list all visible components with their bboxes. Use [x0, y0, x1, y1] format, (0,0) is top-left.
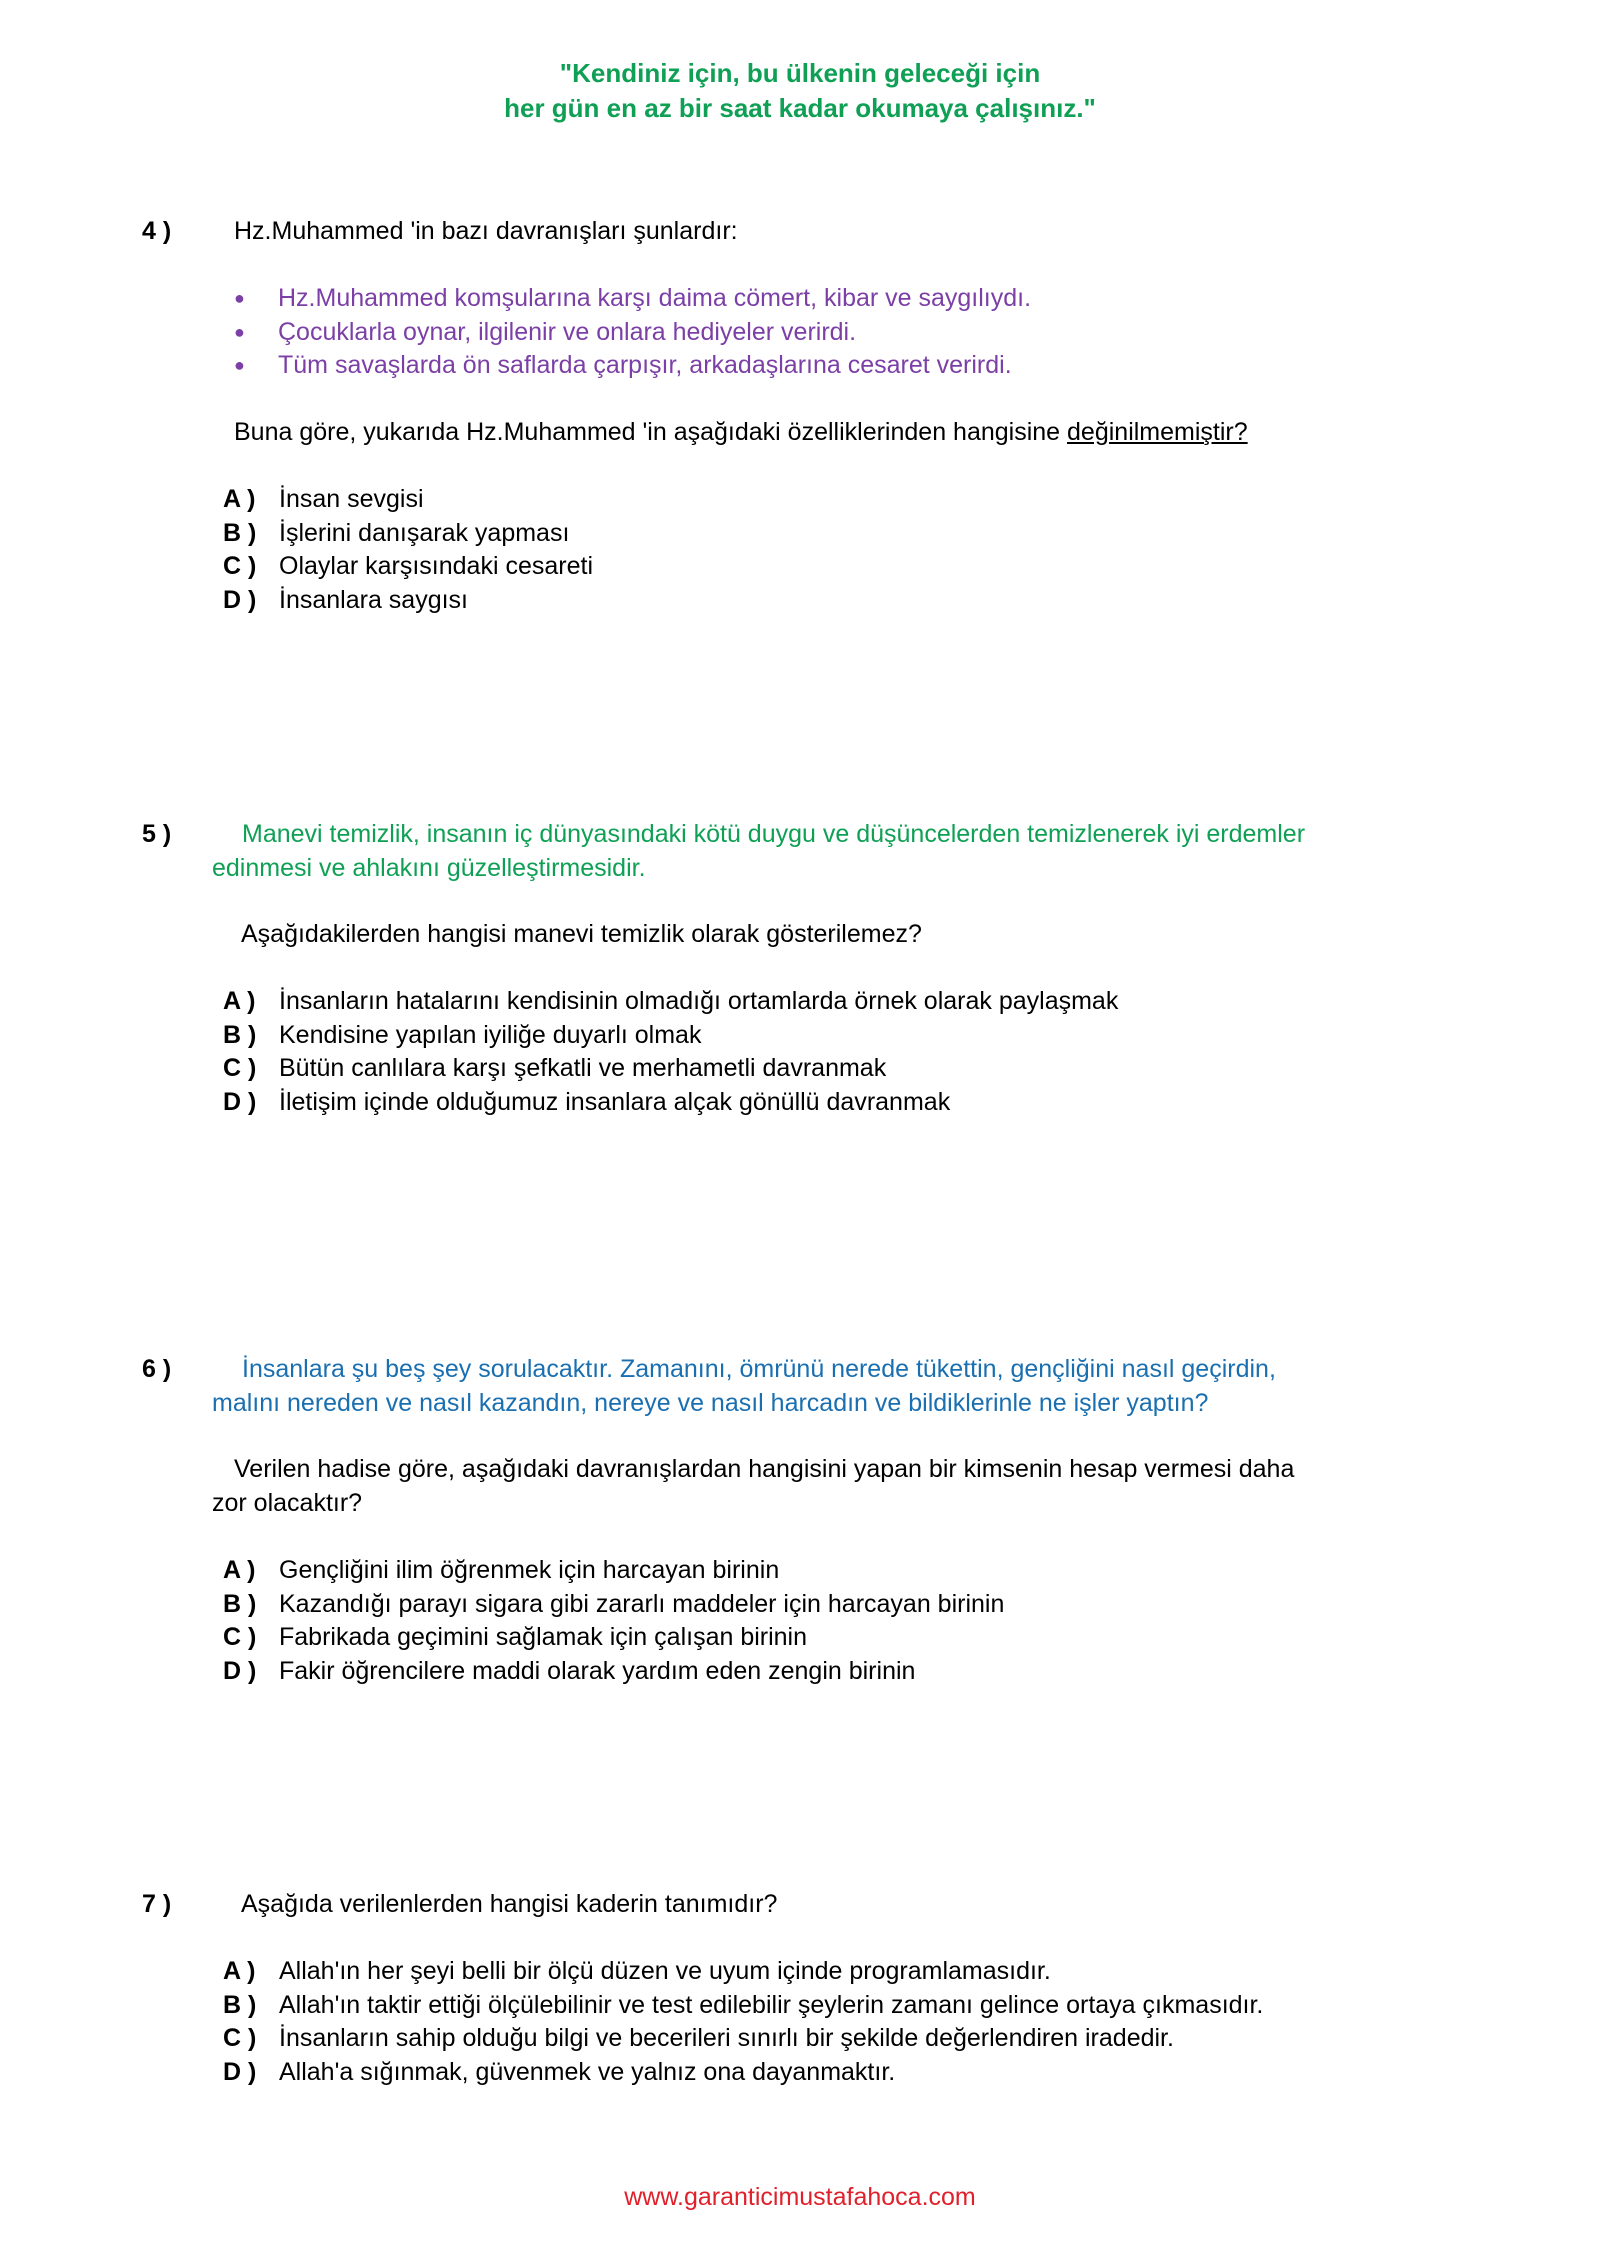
option-a[interactable]: A ) İnsan sevgisi — [223, 485, 424, 513]
option-c[interactable]: C ) Fabrikada geçimini sağlamak için çalışan birinin — [223, 1623, 808, 1651]
option-a[interactable]: A ) Gençliğini ilim öğrenmek için harcayan birinin — [223, 1556, 780, 1584]
answer-options — [223, 483, 593, 617]
option-b[interactable]: B ) İşlerini danışarak yapması — [223, 518, 570, 547]
question-number: 7 ) — [142, 1890, 172, 1918]
option-b[interactable]: B ) Kendisine yapılan iyiliğe duyarlı olmak — [223, 1020, 702, 1049]
question-stem: Manevi temizlik, insanın iç dünyasındaki kötü duygu ve düşüncelerden temizlenerek iyi erdemler edinmesi ve ahlakını güzelleştirmesidir. — [212, 820, 1306, 882]
bullet-dot-icon: ● — [234, 288, 245, 308]
option-d[interactable]: D ) İnsanlara saygısı — [223, 585, 468, 614]
option-c[interactable]: C ) İnsanların sahip olduğu bilgi ve becerileri sınırlı bir şekilde değerlendiren iradedir. — [223, 2024, 1174, 2052]
option-b[interactable]: B ) Allah'ın taktir ettiği ölçülebilinir ve test edilebilir şeylerin zamanı gelince ortaya çıkmasıdır. — [223, 1990, 1264, 2019]
answer-options — [223, 1554, 1004, 1688]
underlined-keyword: değinilmemiştir? — [1067, 418, 1248, 446]
option-b[interactable]: B ) Kazandığı parayı sigara gibi zararlı maddeler için harcayan birinin — [223, 1589, 1005, 1618]
question-number: 4 ) — [142, 217, 172, 245]
bullet-item: ● Çocuklarla oynar, ilgilenir ve onlara hediyeler verirdi. — [234, 316, 1031, 350]
question-stem: İnsanlara şu beş şey sorulacaktır. Zamanını, ömrünü nerede tükettin, gençliğini nasıl geçirdin, malını nereden ve nasıl kazandın, nereye ve nasıl harcadın ve bildiklerinle ne işler yaptın? — [212, 1355, 1276, 1417]
option-a[interactable]: A ) İnsanların hatalarını kendisinin olmadığı ortamlarda örnek olarak paylaşmak — [223, 987, 1119, 1015]
option-d[interactable]: D ) Fakir öğrencilere maddi olarak yardım eden zengin birinin — [223, 1656, 916, 1685]
option-d[interactable]: D ) Allah'a sığınmak, güvenmek ve yalnız ona dayanmaktır. — [223, 2057, 896, 2086]
answer-options — [223, 1955, 1263, 2089]
option-d[interactable]: D ) İletişim içinde olduğumuz insanlara alçak gönüllü davranmak — [223, 1087, 951, 1116]
bullet-item: ● Tüm savaşlarda ön saflarda çarpışır, arkadaşlarına cesaret verirdi. — [234, 349, 1031, 383]
option-c[interactable]: C ) Bütün canlılara karşı şefkatli ve merhametli davranmak — [223, 1054, 887, 1082]
answer-options — [223, 985, 1118, 1119]
question-prompt: Aşağıdakilerden hangisi manevi temizlik olarak gösterilemez? — [241, 920, 922, 948]
question-stem: Aşağıda verilenlerden hangisi kaderin tanımıdır? — [241, 1890, 778, 1918]
bullet-list — [234, 282, 1031, 383]
question-number: 5 ) — [142, 820, 172, 848]
question-prompt: Buna göre, yukarıda Hz.Muhammed 'in aşağıdaki özelliklerinden hangisine değinilmemiştir? — [234, 418, 1248, 446]
question-stem: Hz.Muhammed 'in bazı davranışları şunlardır: — [234, 217, 738, 245]
footer-url[interactable]: www.garanticimustafahoca.com — [624, 2183, 976, 2211]
header-line-1: "Kendiniz için, bu ülkenin geleceği için — [559, 58, 1041, 88]
header-line-2: her gün en az bir saat kadar okumaya çalışınız." — [504, 93, 1096, 123]
question-number: 6 ) — [142, 1355, 172, 1383]
bullet-item: ● Hz.Muhammed komşularına karşı daima cömert, kibar ve saygılıydı. — [234, 282, 1031, 316]
bullet-dot-icon: ● — [234, 321, 245, 342]
option-c[interactable]: C ) Olaylar karşısındaki cesareti — [223, 552, 594, 580]
header-quote — [0, 56, 1600, 126]
question-prompt: Verilen hadise göre, aşağıdaki davranışlardan hangisini yapan bir kimsenin hesap vermesi daha zor olacaktır? — [212, 1455, 1295, 1517]
option-a[interactable]: A ) Allah'ın her şeyi belli bir ölçü düzen ve uyum içinde programlamasıdır. — [223, 1957, 1051, 1985]
bullet-dot-icon: ● — [234, 355, 245, 375]
